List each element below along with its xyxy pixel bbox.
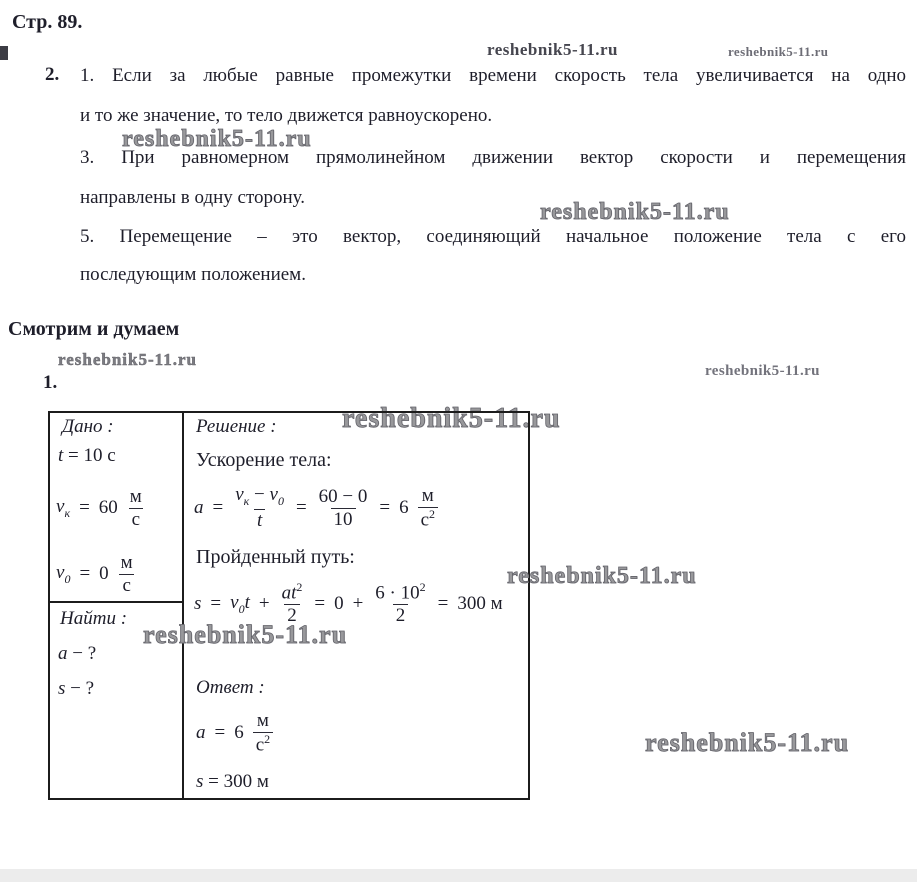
answer-acceleration: a = 6 $\frac{м}{с^2}$ — [196, 705, 273, 761]
fraction: $\frac{60 - 0}{10}$ — [318, 485, 368, 530]
watermark-fragment — [0, 46, 8, 60]
watermark: reshebnik5-11.ru — [705, 363, 820, 379]
task-2-marker: 2. — [45, 64, 60, 85]
find-distance: s − ? — [58, 678, 95, 699]
watermark: reshebnik5-11.ru — [122, 126, 312, 152]
table-row-divider — [50, 601, 182, 603]
acceleration-caption: Ускорение тела: — [196, 449, 332, 471]
find-acceleration: a − ? — [58, 643, 97, 664]
answer-distance: s = 300 м — [196, 771, 269, 792]
watermark: reshebnik5-11.ru — [487, 40, 618, 59]
paragraph-line: последующим положением. — [80, 264, 306, 285]
given-time: t = 10 с — [58, 445, 116, 466]
watermark: reshebnik5-11.ru — [540, 199, 730, 225]
fraction: $\frac{6 \cdot 10^2}{2}$ — [375, 579, 426, 627]
watermark: reshebnik5-11.ru — [645, 728, 850, 757]
paragraph-line: направлены в одну сторону. — [80, 187, 306, 208]
path-formula: s = $v_0t$ + $\frac{at^2}{2}$ = 0 + $\frac{6 \cdot 10^2}{2}$ = 300 м — [194, 579, 503, 627]
watermark: reshebnik5-11.ru — [507, 563, 697, 589]
fraction: $\frac{v_к - v_0}{t}$ — [235, 484, 284, 531]
watermark: reshebnik5-11.ru — [342, 403, 561, 434]
watermark: reshebnik5-11.ru — [143, 620, 348, 649]
fraction: $\frac{at^2}{2}$ — [281, 579, 303, 627]
unit-fraction: $\frac{м}{с}$ — [129, 485, 142, 530]
scan-edge-strip — [0, 869, 917, 882]
given-initial-velocity: $v_0$ = 0 $\frac{м}{с}$ — [56, 549, 136, 599]
paragraph-line: 1. Если за любые равные промежутки времени скорость тела увеличивается на одно — [80, 65, 906, 86]
page-title: Стр. 89. — [12, 11, 83, 33]
given-final-velocity: $v_к$ = 60 $\frac{м}{с}$ — [56, 483, 145, 533]
find-label: Найти : — [60, 608, 128, 629]
paragraph-line: 3. При равномерном прямолинейном движении вектор скорости и перемещения — [80, 147, 906, 168]
given-label: Дано : — [62, 416, 114, 437]
answer-label: Ответ : — [196, 677, 265, 698]
path-caption: Пройденный путь: — [196, 546, 355, 568]
solution-table — [48, 411, 530, 800]
paragraph-line: 5. Перемещение – это вектор, соединяющий начальное положение тела с его — [80, 226, 906, 247]
unit-fraction: $\frac{м}{с^2}$ — [418, 485, 438, 531]
unit-fraction: $\frac{м}{с^2}$ — [253, 710, 273, 756]
acceleration-formula: a = $\frac{v_к - v_0}{t}$ = $\frac{60 - 0}{10}$ = 6 $\frac{м}{с^2}$ — [194, 477, 438, 539]
paragraph-line: и то же значение, то тело движется равноускорено. — [80, 105, 493, 126]
item-number: 1. — [43, 372, 58, 393]
watermark: reshebnik5-11.ru — [58, 350, 197, 369]
unit-fraction: $\frac{м}{с}$ — [120, 551, 133, 596]
solution-label: Решение : — [196, 416, 277, 437]
watermark: reshebnik5-11.ru — [728, 44, 829, 59]
section-heading: Смотрим и думаем — [8, 318, 180, 340]
table-column-divider — [182, 413, 184, 798]
